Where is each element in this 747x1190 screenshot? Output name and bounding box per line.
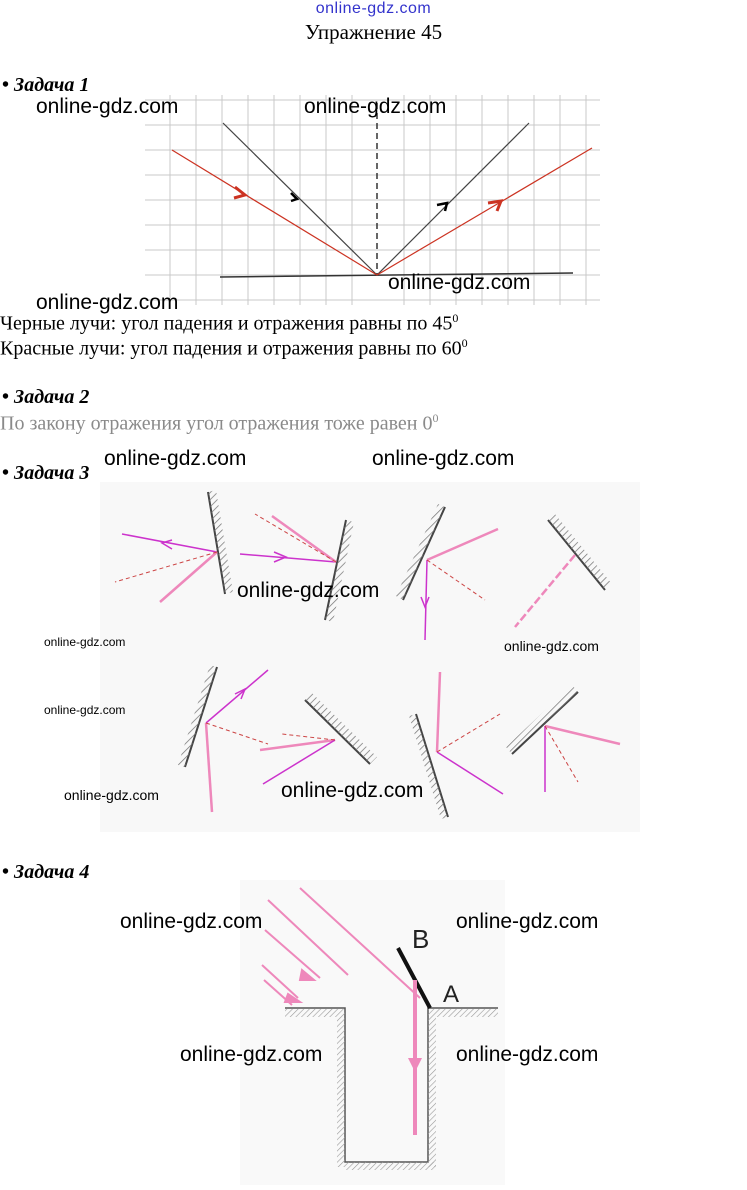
label-a: A xyxy=(443,981,460,1008)
degree-sup: 0 xyxy=(432,411,439,425)
task-1-heading xyxy=(2,74,89,97)
bullet: • xyxy=(2,861,10,883)
watermark: online-gdz.com xyxy=(44,635,126,649)
reflection-statement: По закону отражения угол отражения тоже равен 0 xyxy=(0,412,433,435)
watermark: online-gdz.com xyxy=(104,447,247,470)
black-rays-statement: Черные лучи: угол падения и отражения равны по 45 xyxy=(0,312,453,335)
task-label: Задача 3 xyxy=(14,462,90,484)
watermark: online-gdz.com xyxy=(36,95,179,118)
watermark: online-gdz.com xyxy=(504,638,599,654)
task-4-heading xyxy=(2,861,89,884)
watermark: online-gdz.com xyxy=(237,579,380,602)
task-label: Задача 4 xyxy=(14,861,90,883)
site-logo[interactable]: online-gdz.com xyxy=(315,0,432,17)
task-2-text xyxy=(0,411,439,436)
task-2-heading xyxy=(2,386,89,409)
watermark: online-gdz.com xyxy=(372,447,515,470)
label-b: B xyxy=(412,924,430,954)
bullet: • xyxy=(2,386,10,408)
watermark: online-gdz.com xyxy=(281,779,424,802)
watermark: online-gdz.com xyxy=(180,1043,323,1066)
watermark: online-gdz.com xyxy=(388,271,531,294)
watermark: online-gdz.com xyxy=(456,1043,599,1066)
bullet: • xyxy=(2,74,10,96)
degree-sup: 0 xyxy=(461,336,468,350)
page-title: Упражнение 45 xyxy=(304,20,443,44)
red-rays-statement: Красные лучи: угол падения и отражения равны по 60 xyxy=(0,337,462,360)
task-1-red-rays-text xyxy=(0,336,468,361)
task-1-diagram xyxy=(145,95,600,305)
watermark: online-gdz.com xyxy=(44,703,126,717)
task-3-heading xyxy=(2,462,89,485)
watermark: online-gdz.com xyxy=(456,910,599,933)
watermark: online-gdz.com xyxy=(120,910,263,933)
watermark: online-gdz.com xyxy=(304,95,447,118)
task-label: Задача 2 xyxy=(14,386,90,408)
watermark: online-gdz.com xyxy=(36,291,179,314)
watermark: online-gdz.com xyxy=(64,787,159,803)
black-rays xyxy=(223,123,529,275)
degree-sup: 0 xyxy=(452,311,459,325)
red-rays xyxy=(172,148,592,275)
bullet: • xyxy=(2,462,10,484)
task-label: Задача 1 xyxy=(14,74,90,96)
